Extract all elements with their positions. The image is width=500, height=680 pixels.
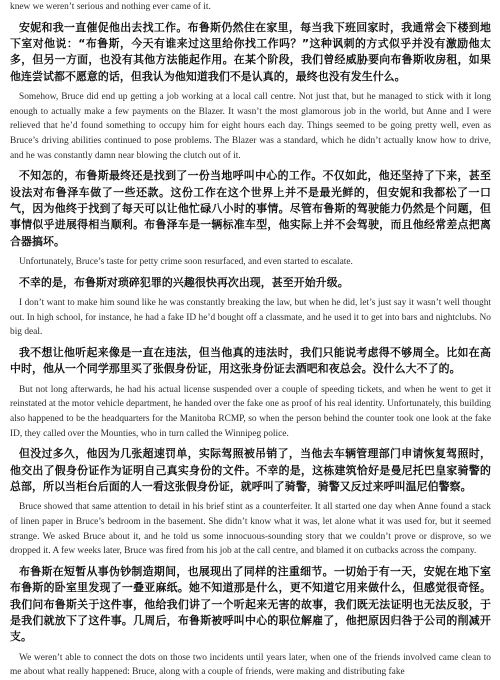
document-page [10, 0, 491, 678]
paragraph-zh-3: 不幸的是，布鲁斯对琐碎犯罪的兴趣很快再次出现，甚至开始升级。 [19, 275, 349, 289]
paragraph-zh-5: 但没过多久，他因为几张超速罚单，实际驾照被吊销了，当他去车辆管理部门申请恢复驾照时，他交出了假身份证作为证明自己真实身份的文件。不幸的是，这栋建筑恰好是曼尼托巴皇家骑警的总部，所以当柜台后面的人一看这张假身份证，就呼叫了骑警，骑警又反过来呼叫温尼伯警察。 [10, 447, 491, 493]
paragraph-zh-2: 不知怎的，布鲁斯最终还是找到了一份当地呼叫中心的工作。不仅如此，他还坚持了下来，甚至设法对布鲁泽车做了一些还款。这份工作在这个世界上并不是最光鲜的，但安妮和我都松了一口气，因为他终于找到了每天可以让他忙碌八小时的事情。尽管布鲁斯的驾驶能力仍然是个问题，但事情似乎进展得相当顺利。布鲁泽车是一辆标准车型，他实际上并不会驾驶，而且他经常差点把离合器搞坏。 [10, 169, 491, 248]
paragraph-en-6: Bruce showed that same attention to detail in his brief stint as a counterfeiter. It all started one day when Anne found a stack of linen paper in Bruce’s bedroom in the basement. She didn’t know what it was, let alone what it was used for, but it seemed strange. We asked Bruce about it, and he told us some innocuous-sounding story that we couldn’t prove or disprove, so we dropped it. A few weeks later, Bruce was fired from his job at the call centre, and blamed it on cutbacks across the company. [10, 502, 491, 557]
paragraph-zh-6: 布鲁斯在短暂从事伪钞制造期间，也展现出了同样的注重细节。一切始于有一天，安妮在地下室布鲁斯的卧室里发现了一叠亚麻纸。她不知道那是什么，更不知道它用来做什么，但感觉很奇怪。我们问布鲁斯关于这件事，他给我们讲了一个听起来无害的故事，我们既无法证明也无法反驳，于是我们就放下了这件事。几周后，布鲁斯被呼叫中心的职位解雇了，他把原因归咎于公司的削减开支。 [10, 564, 491, 644]
paragraph-zh-4: 我不想让他听起来像是一直在违法，但当他真的违法时，我们只能说考虑得不够周全。比如在高中时，他从一个同学那里买了张假身份证，用这张身份证去酒吧和夜总会。没什么大不了的。 [10, 346, 491, 376]
paragraph-en-2: Somehow, Bruce did end up getting a job working at a local call centre. Not just that, but he managed to stick with it long enough to actually make a few payments on the Blazer. It wasn’t the most glamorous job in the world, but Anne and I were relieved that he’d found something to occupy him for eight hours each day. Things seemed to be going pretty well, even as Bruce’s driving abilities continued to pose problems. The Blazer was a standard, which he didn’t actually know how to drive, and he was constantly damn near blowing the clutch out of it. [10, 92, 491, 161]
paragraph-en-3: Unfortunately, Bruce’s taste for petty crime soon resurfaced, and even started to escalate. [19, 257, 353, 268]
paragraph-en-1: knew we weren’t serious and nothing ever came of it. [10, 2, 211, 12]
paragraph-en-5: But not long afterwards, he had his actual license suspended over a couple of speeding tickets, and when he went to get it reinstated at the motor vehicle department, he handed over the fake one as proof of his real identity. Unfortunately, this building also happened to be the headquarters for the Manitoba RCMP, so when the person behind the counter took one look at the fake ID, they called over the Mounties, who in turn called the Winnipeg police. [10, 384, 491, 439]
paragraph-zh-1: 安妮和我一直催促他出去找工作。布鲁斯仍然住在家里，每当我下班回家时，我通常会下楼到地下室对他说：“布鲁斯，今天有谁来过这里给你找工作吗？”这种讽刺的方式似乎并没有激励他太多，但另一方面，也没有其他方法能起作用。在某个阶段，我们曾经威胁要向布鲁斯收房租，如果他连尝试都不愿意的话，但我认为他知道我们不是认真的，最终也没有发生什么。 [10, 20, 491, 83]
paragraph-en-7: We weren’t able to connect the dots on those two incidents until years later, when one of the friends involved came clean to me about what really happened: Bruce, along with a couple of friends, were making and distributing fake [10, 652, 491, 678]
paragraph-en-4: I don’t want to make him sound like he was constantly breaking the law, but when he did, let’s just say it wasn’t well thought out. In high school, for instance, he had a fake ID he’d bought off a classmate, and he used it to get into bars and nightclubs. No big deal. [10, 298, 491, 338]
